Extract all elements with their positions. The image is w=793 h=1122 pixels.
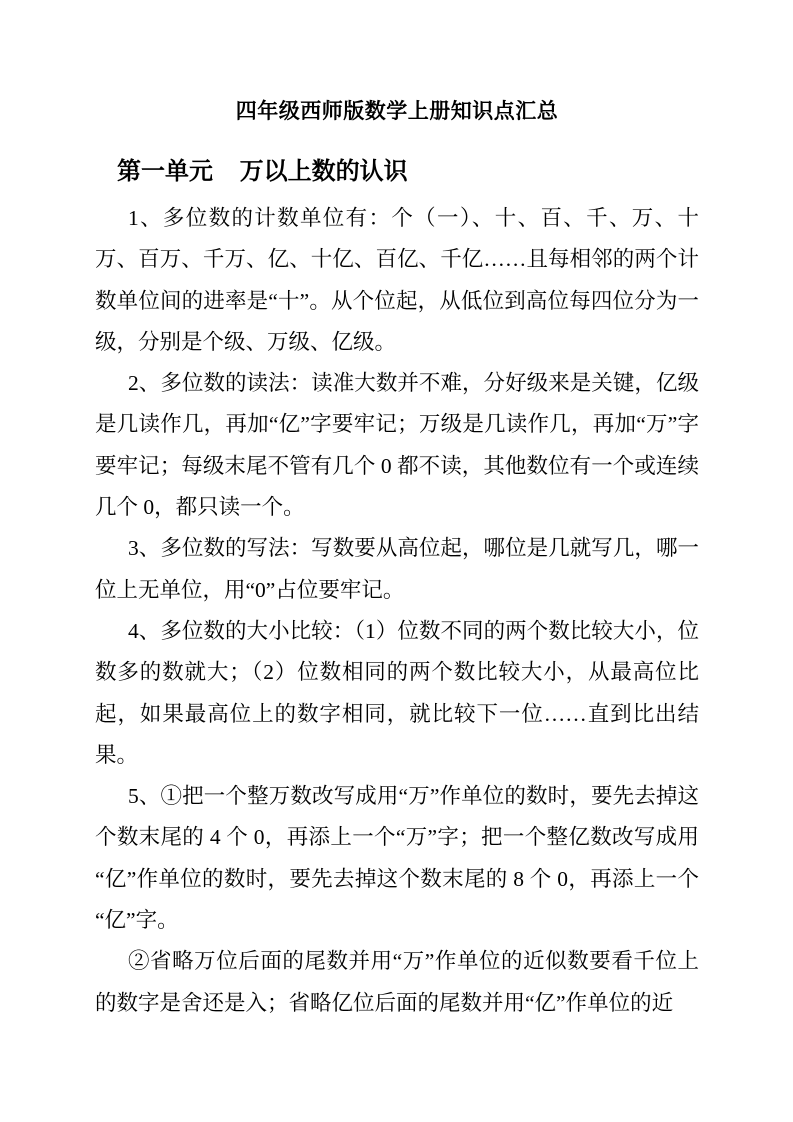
unit-title: 万以上数的认识 [239,158,408,185]
paragraph-writing-rules: 3、多位数的写法：写数要从高位起，哪位是几就写几，哪一位上无单位，用“0”占位要牢记。 [95,536,699,602]
document-title: 四年级西师版数学上册知识点汇总 [235,100,559,123]
paragraph-approximation: ②省略万位后面的尾数并用“万”作单位的近似数要看千位上的数字是舍还是入；省略亿位后面的尾数并用“亿”作单位的近 [95,949,699,1015]
paragraph-counting-units: 1、多位数的计数单位有：个（一）、十、百、千、万、十万、百万、千万、亿、十亿、百亿、千亿……且每相邻的两个计数单位间的进率是“十”。从个位起，从低位到高位每四位分为一级，分别是个级、万级、亿级。 [95,206,699,354]
paragraph-size-comparison: 4、多位数的大小比较：（1）位数不同的两个数比较大小，位数多的数就大；（2）位数相同的两个数比较大小，从最高位比起，如果最高位上的数字相同，就比较下一位……直到比出结果。 [95,618,699,767]
paragraph-rewriting-numbers: 5、①把一个整万数改写成用“万”作单位的数时，要先去掉这个数末尾的 4 个 0，再添上一个“万”字；把一个整亿数改写成用“亿”作单位的数时，要先去掉这个数末尾的 8 个 0，再添上一个“亿”字。 [95,784,699,933]
paragraph-reading-rules: 2、多位数的读法：读准大数并不难，分好级来是关键，亿级是几读作几，再加“亿”字要牢记；万级是几读作几，再加“万”字要牢记；每级末尾不管有几个 0 都不读，其他数位有一个或连续几个 0，都只读一个。 [95,371,699,520]
unit-heading [95,154,699,190]
unit-label: 第一单元 [117,158,213,185]
document-body [95,198,699,1024]
